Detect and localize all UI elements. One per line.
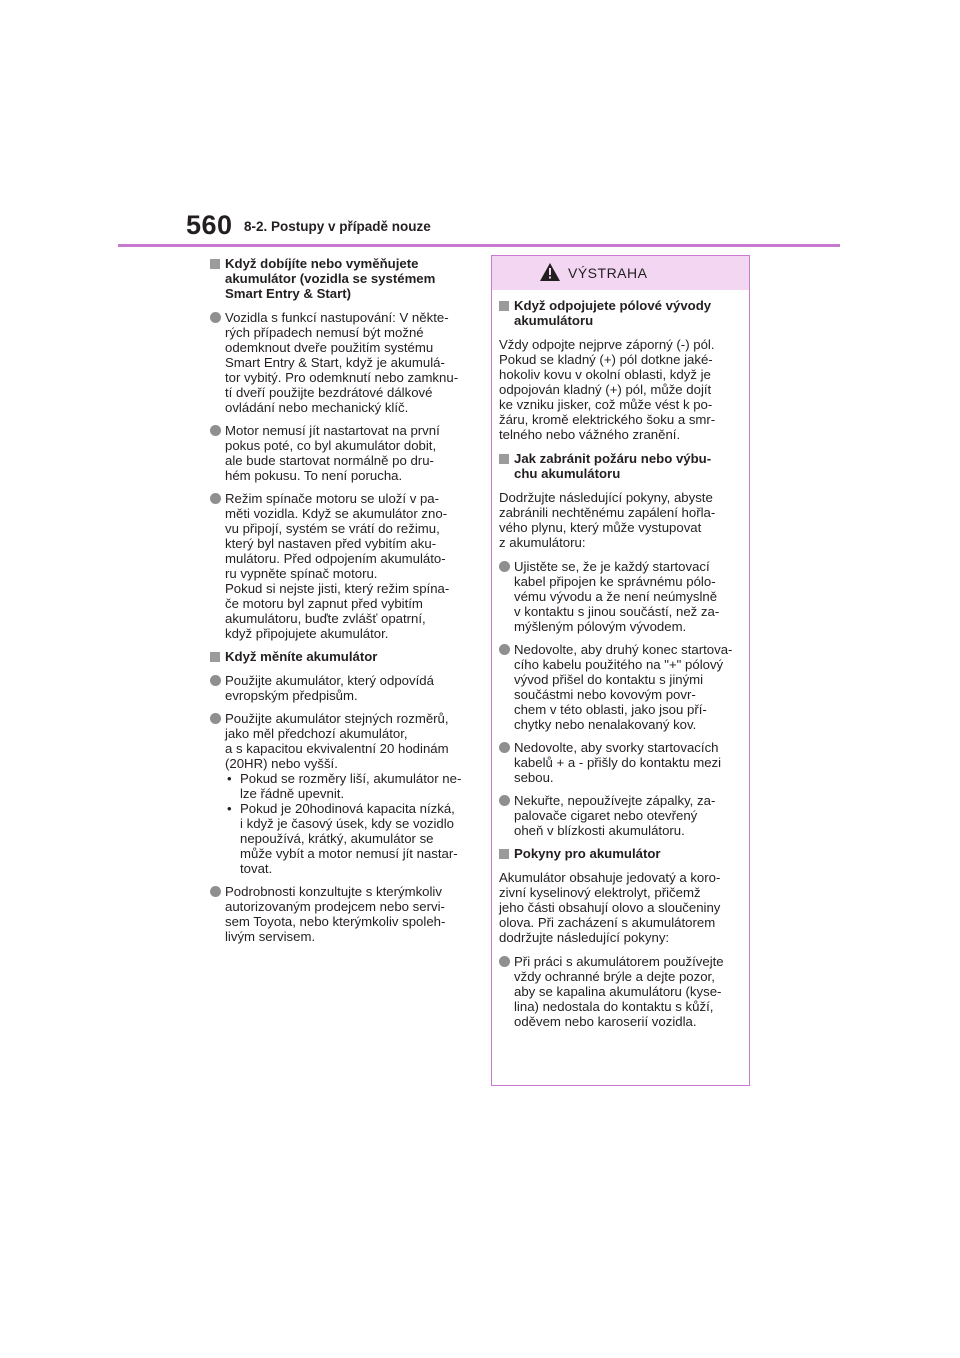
warning-heading-fire: Jak zabránit požáru nebo výbu- chu akumulátoru — [499, 451, 743, 481]
section-heading-charging: Když dobíjíte nebo vyměňujete akumulátor (vozidla se systémem Smart Entry & Start) — [210, 256, 472, 301]
square-bullet-icon — [499, 301, 509, 311]
sub-bullet-item: • Pokud se rozměry liší, akumulátor ne- lze řádně upevnit. — [227, 771, 462, 801]
warning-paragraph: Akumulátor obsahuje jedovatý a koro- zivní kyselinový elektrolyt, přičemž jeho části obsahují olovo a sloučeniny olova. Při zacházení s akumulátorem dodržujte následující pokyny: — [499, 870, 721, 945]
circle-bullet-icon — [499, 561, 510, 572]
warning-heading-disconnect: Když odpojujete pólové vývody akumulátoru — [499, 298, 743, 328]
warning-title: VÝSTRAHA — [568, 265, 648, 281]
square-bullet-icon — [499, 849, 509, 859]
circle-bullet-icon — [210, 493, 221, 504]
circle-bullet-icon — [210, 425, 221, 436]
warning-paragraph: Dodržujte následující pokyny, abyste zabránili nechtěnému zapálení hořla- vého plynu, který může vystupovat z akumulátoru: — [499, 490, 716, 550]
list-item: Nedovolte, aby druhý konec startova- cího kabelu použitého na "+" pólový vývod přišel do kontaktu s jinými součástmi nebo kovovým povr- chem v této oblasti, jako jsou pří- chytky nebo nenalakovaný kov. — [499, 642, 743, 732]
circle-bullet-icon — [210, 713, 221, 724]
list-item: Podrobnosti konzultujte s kterýmkoliv autorizovaným prodejcem nebo servi- sem Toyota, nebo kterýmkoliv spoleh- livým servisem. — [210, 884, 472, 944]
square-bullet-icon — [210, 259, 220, 269]
warning-header — [492, 256, 749, 290]
circle-bullet-icon — [210, 886, 221, 897]
list-item: Režim spínače motoru se uloží v pa- měti vozidla. Když se akumulátor zno- vu připojí, systém se vrátí do režimu, který byl nastaven před vybitím aku- mulátoru. Před odpojením akumuláto- ru vypněte spínač motoru. Pokud si nejste jisti, který režim spína- če motoru byl zapnut před vybitím akumulátoru, buďte zvlášť opatrní, když připojujete akumulátor. — [210, 491, 472, 641]
section-title: 8-2. Postupy v případě nouze — [244, 219, 431, 234]
square-bullet-icon — [499, 454, 509, 464]
list-item: Nedovolte, aby svorky startovacích kabelů + a - přišly do kontaktu mezi sebou. — [499, 740, 743, 785]
circle-bullet-icon — [499, 795, 510, 806]
page-number: 560 — [186, 210, 233, 240]
left-column — [210, 256, 472, 952]
circle-bullet-icon — [499, 742, 510, 753]
list-item: Motor nemusí jít nastartovat na první pokus poté, co byl akumulátor dobit, ale bude startovat normálně po dru- hém pokusu. To není porucha. — [210, 423, 472, 483]
warning-triangle-icon — [540, 263, 560, 281]
list-item: Použijte akumulátor, který odpovídá evropským předpisům. — [210, 673, 472, 703]
section-heading-replacing: Když měníte akumulátor — [210, 649, 472, 664]
list-item: Při práci s akumulátorem používejte vždy ochranné brýle a dejte pozor, aby se kapalina akumulátoru (kyse- lina) nedostala do kontaktu s kůží, oděvem nebo karoserií vozidla. — [499, 954, 743, 1029]
header-rule — [118, 244, 840, 247]
square-bullet-icon — [210, 652, 220, 662]
circle-bullet-icon — [499, 956, 510, 967]
circle-bullet-icon — [210, 675, 221, 686]
list-item: Nekuřte, nepoužívejte zápalky, za- palovače cigaret nebo otevřený oheň v blízkosti akumulátoru. — [499, 793, 743, 838]
list-item: Vozidla s funkcí nastupování: V někte- rých případech nemusí být možné odemknout dveře použitím systému Smart Entry & Start, když je akumulá- tor vybitý. Pro odemknutí nebo zamknu- tí dveří použijte bezdrátové dálkové ovládání nebo mechanický klíč. — [210, 310, 472, 415]
list-item: Ujistěte se, že je každý startovací kabel připojen ke správnému pólo- vému vývodu a že není neúmyslně v kontaktu s jinou součástí, než za- mýšleným pólovým vývodem. — [499, 559, 743, 634]
sub-bullet-item: • Pokud je 20hodinová kapacita nízká, i když je časový úsek, kdy se vozidlo nepoužívá, krátký, akumulátor se může vybít a motor nemusí jít nastar- tovat. — [227, 801, 458, 876]
warning-heading-battery: Pokyny pro akumulátor — [499, 846, 743, 861]
list-item: Použijte akumulátor stejných rozměrů, jako měl předchozí akumulátor, a s kapacitou ekvivalentní 20 hodinám (20HR) nebo vyšší. • Pokud se rozměry liší, akumulátor ne- lze řádně upevnit. • Pokud je 20hodinová kapacita nízká, i když je časový úsek, kdy se vozidlo nepoužívá, krátký, akumulátor se může vybít a motor nemusí jít nastar- tovat. — [210, 711, 472, 876]
circle-bullet-icon — [210, 312, 221, 323]
warning-box — [491, 255, 750, 1086]
warning-body — [492, 290, 749, 1029]
warning-paragraph: Vždy odpojte nejprve záporný (-) pól. Pokud se kladný (+) pól dotkne jaké- hokoliv kovu v okolní oblasti, když je odpojován kladný (+) pól, může dojít ke vzniku jisker, což může vést k po- žáru, kromě elektrického šoku a smr- telného nebo vážného zranění. — [499, 337, 716, 442]
circle-bullet-icon — [499, 644, 510, 655]
